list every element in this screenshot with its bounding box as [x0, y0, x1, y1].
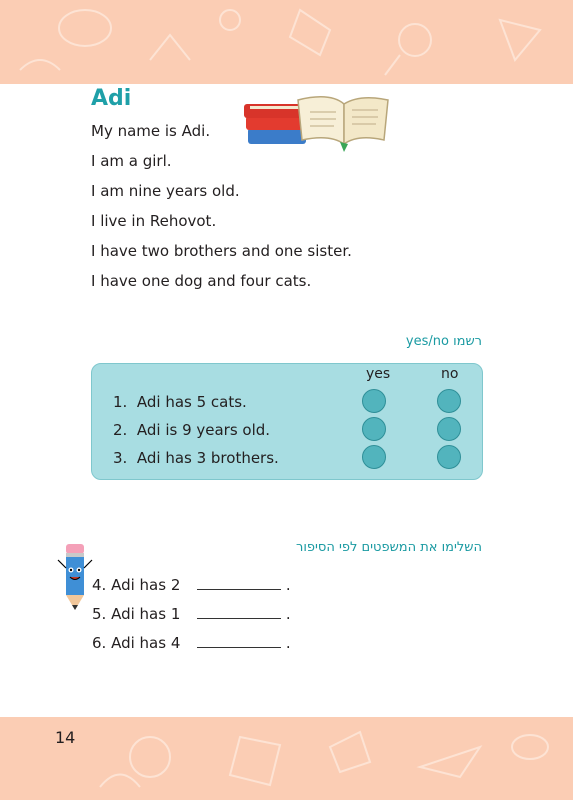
- completion-period: .: [285, 576, 291, 594]
- completion-text: 6. Adi has 4: [92, 634, 181, 652]
- yes-answer-bubble[interactable]: [362, 417, 386, 441]
- completion-text: 4. Adi has 2: [92, 576, 181, 594]
- completion-item: [92, 634, 291, 652]
- story-line: I am nine years old.: [91, 182, 240, 200]
- completion-item: [92, 576, 291, 594]
- question-text: Adi has 3 brothers.: [136, 449, 279, 467]
- story-line: I have one dog and four cats.: [91, 272, 312, 290]
- story-title: Adi: [91, 86, 132, 111]
- question-number: 3.: [113, 449, 128, 467]
- answer-blank[interactable]: [197, 635, 281, 648]
- top-decorative-band: [0, 0, 573, 84]
- yes-answer-bubble[interactable]: [362, 389, 386, 413]
- no-answer-bubble[interactable]: [437, 445, 461, 469]
- question-item: [113, 393, 247, 411]
- story-line: I live in Rehovot.: [91, 212, 217, 230]
- story-line: I have two brothers and one sister.: [91, 242, 352, 260]
- story-line: I am a girl.: [91, 152, 172, 170]
- answer-blank[interactable]: [197, 606, 281, 619]
- yes-answer-bubble[interactable]: [362, 445, 386, 469]
- completion-text: 5. Adi has 1: [92, 605, 181, 623]
- question-item: [113, 421, 270, 439]
- doodle-pattern: [0, 717, 573, 800]
- no-answer-bubble[interactable]: [437, 389, 461, 413]
- pencil-mascot-icon: [56, 540, 96, 616]
- completion-period: .: [285, 634, 291, 652]
- doodle-pattern: [0, 0, 573, 84]
- yes-column-header: yes: [366, 366, 391, 382]
- question-number: 1.: [113, 393, 128, 411]
- no-column-header: no: [441, 366, 459, 382]
- question-text: Adi has 5 cats.: [136, 393, 247, 411]
- bottom-decorative-band: [0, 717, 573, 800]
- story-text: [91, 120, 352, 300]
- story-line: My name is Adi.: [91, 122, 211, 140]
- question-item: [113, 449, 279, 467]
- completion-item: [92, 605, 291, 623]
- question-number: 2.: [113, 421, 128, 439]
- answer-blank[interactable]: [197, 577, 281, 590]
- page-number: 14: [55, 728, 76, 747]
- yes-no-instruction: רשמו yes/no: [405, 334, 482, 349]
- completion-instruction: השלימו את המשפטים לפי הסיפור: [296, 540, 482, 555]
- no-answer-bubble[interactable]: [437, 417, 461, 441]
- completion-period: .: [285, 605, 291, 623]
- question-text: Adi is 9 years old.: [136, 421, 271, 439]
